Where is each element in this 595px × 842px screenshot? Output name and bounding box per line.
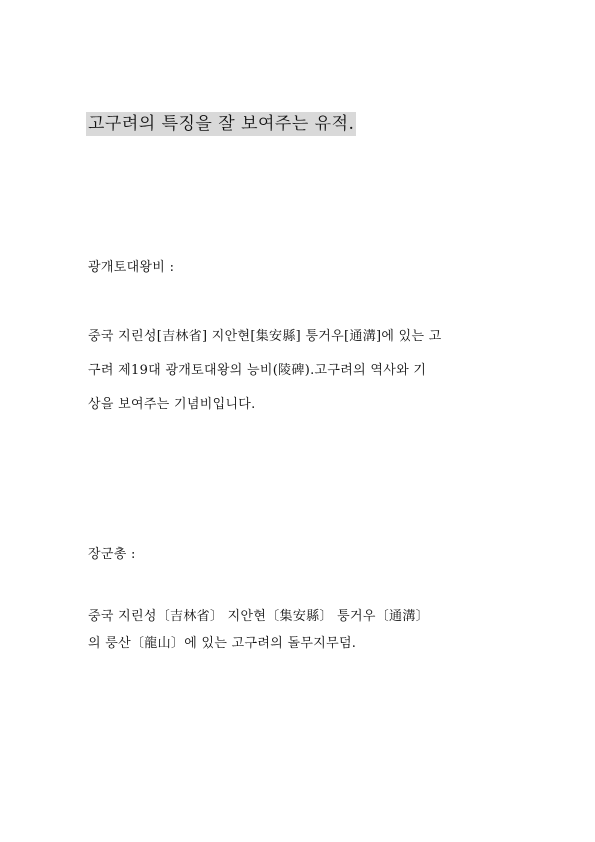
paragraph-line: 중국 지린성[吉林省] 지안현[集安縣] 퉁거우[通溝]에 있는 고 bbox=[88, 329, 442, 344]
paragraph-line: 상을 보여주는 기념비입니다. bbox=[88, 397, 256, 412]
paragraph-line: 의 룽산〔龍山〕에 있는 고구려의 돌무지무덤. bbox=[88, 636, 357, 651]
paragraph-line: 구려 제19대 광개토대왕의 능비(陵碑).고구려의 역사와 기 bbox=[88, 363, 427, 378]
section-heading-general-tomb: 장군총 : bbox=[88, 547, 136, 562]
page-title: 고구려의 특징을 잘 보여주는 유적. bbox=[88, 114, 355, 134]
paragraph-line: 중국 지린성〔吉林省〕 지안현〔集安縣〕 퉁거우〔通溝〕 bbox=[88, 609, 429, 624]
section-heading-gwanggaeto-stele: 광개토대왕비 : bbox=[88, 260, 175, 275]
section-body-gwanggaeto-stele bbox=[88, 326, 518, 428]
section-body-general-tomb bbox=[88, 606, 518, 660]
